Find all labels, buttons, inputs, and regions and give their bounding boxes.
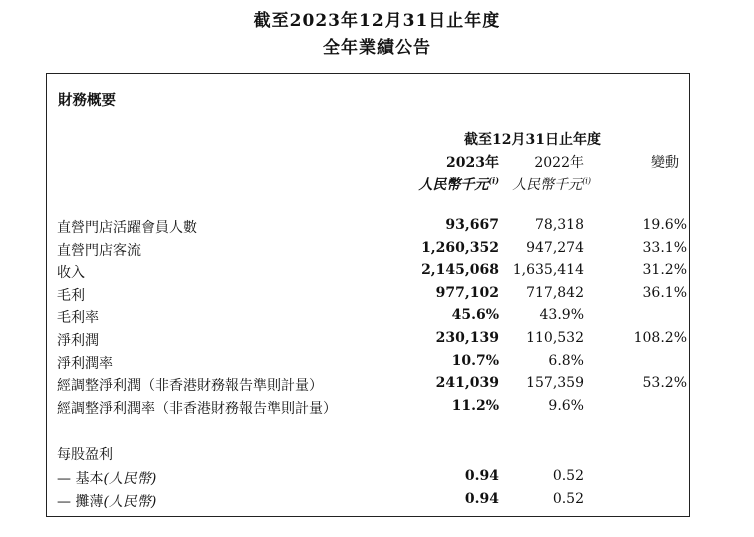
column-header-2022: 2022年 [534,155,584,171]
table-row [47,285,689,307]
value-change: 19.6% [642,217,687,233]
table-row [47,353,689,375]
value-2022: 43.9% [539,307,584,324]
unit-2022 [512,174,591,194]
value-2023: 93,667 [445,217,499,233]
value-2022: 157,359 [526,375,584,392]
footnote-mark-2023: (i) [488,175,499,186]
table-row [47,217,689,239]
value-2023: 45.6% [451,307,499,324]
eps-row [47,491,689,513]
value-2022: 78,318 [535,217,584,233]
table-row [47,375,689,397]
eps-row-label [57,491,156,511]
eps-title: 每股盈利 [57,447,113,463]
eps-row [47,468,689,490]
period-header: 截至12月31日止年度 [464,132,601,148]
value-2023: 230,139 [435,330,499,346]
table-row [47,262,689,284]
value-change: 36.1% [642,284,687,301]
column-header-2023: 2023年 [446,155,499,171]
value-2023: 977,102 [435,284,499,301]
unit-2023 [418,174,499,194]
value-2023: 241,039 [435,375,499,392]
report-title: 截至2023年12月31日止年度 [253,11,501,31]
eps-label-text: — 攤薄 [57,494,104,510]
table-row [47,240,689,262]
footnote-mark-2022: (i) [582,176,591,186]
eps-label-text: — 基本 [57,471,104,487]
value-change: 33.1% [642,239,687,256]
report-subtitle: 全年業績公告 [323,38,431,58]
eps-label-unit: (人民幣) [103,494,157,510]
value-change: 108.2% [633,330,687,346]
row-label: 淨利潤 [57,333,99,349]
value-2023: 2,145,068 [421,262,499,279]
value-2022: 110,532 [526,330,584,346]
value-2023: 1,260,352 [421,239,499,256]
value-2022: 717,842 [526,284,584,301]
row-label: 毛利 [57,287,85,304]
value-2022: 9.6% [548,397,584,414]
row-label: 直營門店客流 [57,242,141,259]
value-2022: 947,274 [526,239,584,256]
row-label: 毛利率 [57,310,99,327]
row-label: 經調整淨利潤（非香港財務報告準則計量） [57,378,323,395]
eps-value-2023: 0.94 [464,491,499,507]
eps-label-unit: (人民幣) [103,471,157,487]
value-2023: 11.2% [451,397,499,414]
row-label: 經調整淨利潤率（非香港財務報告準則計量） [57,400,337,417]
eps-value-2022: 0.52 [552,491,584,507]
row-label: 淨利潤率 [57,355,113,372]
financial-summary-box [46,73,690,517]
eps-value-2023: 0.94 [464,468,499,484]
row-label: 收入 [57,265,85,282]
column-header-change: 變動 [651,155,679,171]
table-row [47,307,689,329]
value-2022: 1,635,414 [512,262,584,279]
section-title: 財務概要 [58,92,116,109]
value-change: 31.2% [642,262,687,279]
value-change: 53.2% [642,375,687,392]
value-2023: 10.7% [451,352,499,369]
unit-2022-text: 人民幣千元 [512,177,583,193]
value-2022: 6.8% [548,352,584,369]
table-row [47,330,689,352]
unit-2023-text: 人民幣千元 [418,177,489,193]
eps-value-2022: 0.52 [552,468,584,484]
eps-title-row [47,444,689,466]
eps-row-label [57,468,156,488]
table-row [47,398,689,420]
row-label: 直營門店活躍會員人數 [57,220,197,236]
